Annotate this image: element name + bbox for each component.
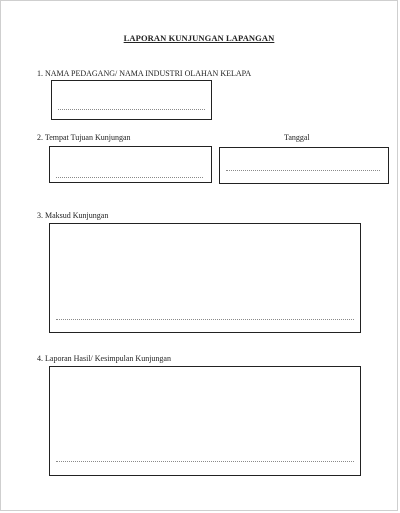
form-title: LAPORAN KUNJUNGAN LAPANGAN [123, 33, 275, 43]
section-1-label: NAMA PEDAGANG/ NAMA INDUSTRI OLAHAN KELAPA [45, 69, 252, 78]
section-1-field-box[interactable] [51, 80, 212, 120]
section-1-number: 1. [37, 69, 43, 78]
section-1-entry-line [58, 109, 205, 110]
section-2-number: 2. [37, 133, 43, 142]
section-3-number: 3. [37, 211, 43, 220]
date-label: Tanggal [284, 133, 310, 142]
section-4-number: 4. [37, 354, 43, 363]
section-4-heading [37, 354, 171, 363]
date-field-box[interactable] [219, 147, 389, 184]
section-3-field-box[interactable] [49, 223, 361, 333]
section-2-label: Tempat Tujuan Kunjungan [44, 133, 131, 142]
date-entry-line [226, 170, 380, 171]
section-2-heading [37, 133, 131, 142]
section-4-field-box[interactable] [49, 366, 361, 476]
section-1-heading [37, 69, 251, 78]
section-3-heading [37, 211, 108, 220]
section-2-place-field-box[interactable] [49, 146, 212, 183]
section-3-label: Maksud Kunjungan [45, 211, 109, 220]
section-4-label: Laporan Hasil/ Kesimpulan Kunjungan [45, 354, 171, 363]
section-2-place-entry-line [56, 177, 203, 178]
section-4-entry-line [56, 461, 354, 462]
section-3-entry-line [56, 319, 354, 320]
